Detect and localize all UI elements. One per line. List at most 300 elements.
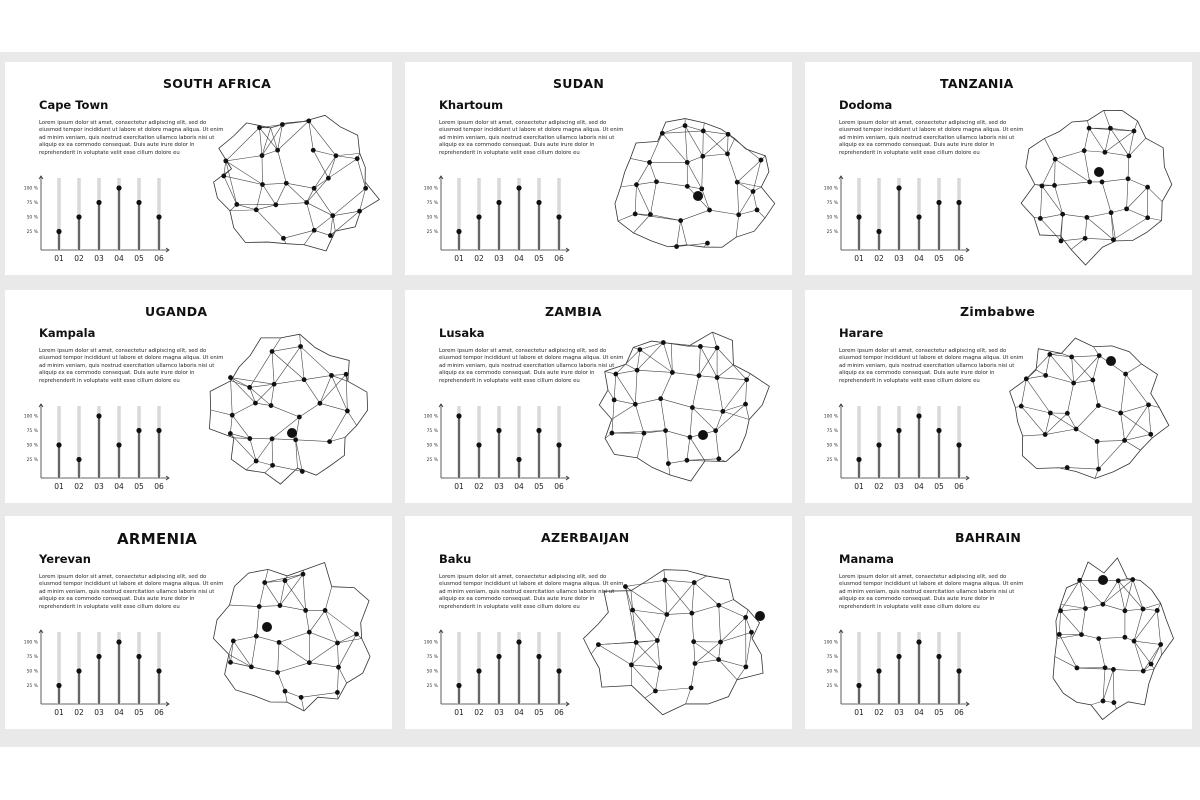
map-node (1095, 439, 1100, 444)
map-node (716, 603, 721, 608)
map-node (1123, 372, 1128, 377)
map-node (297, 415, 302, 420)
map-node (610, 431, 615, 436)
map-node (1112, 700, 1117, 705)
map-node (275, 148, 280, 153)
bar-marker (536, 654, 541, 659)
map-node (307, 630, 312, 635)
mesh-edges (211, 334, 357, 473)
map-node (1071, 381, 1076, 386)
map-node (334, 153, 339, 158)
country-outline (599, 332, 769, 481)
mesh-edges (605, 332, 751, 475)
map-node (230, 413, 235, 418)
capital-city: Lusaka (439, 326, 485, 340)
y-tick-label: 50 % (26, 215, 38, 221)
body-text: Lorem ipsum dolor sit amet, consectetur adipiscing elit, sed do eiusmod tempor incididunt ut labore et dolore magna aliqua. Ut enim ad minim veniam, quis nostrud exercitation ullamco laboris nisi ut aliquip ex ea commodo consequat. Duis aute irure dolor in reprehenderit in voluptate velit esse cillum dolore eu (39, 120, 224, 156)
map-node (1148, 432, 1153, 437)
map-node (284, 181, 289, 186)
map-node (725, 151, 730, 156)
map-node (278, 603, 283, 608)
map-node (335, 690, 340, 695)
map-node (1084, 215, 1089, 220)
bar-marker (96, 200, 101, 205)
x-tick-label: 03 (94, 482, 104, 491)
map-node (700, 154, 705, 159)
y-tick-label: 50 % (426, 215, 438, 221)
bar-marker (116, 442, 121, 447)
map-node (231, 638, 236, 643)
map-node (323, 608, 328, 613)
bar-chart (821, 624, 981, 724)
map-node (613, 372, 618, 377)
map-node (1090, 378, 1095, 383)
map-node (300, 469, 305, 474)
x-tick-label: 05 (934, 708, 944, 717)
map-node (1096, 467, 1101, 472)
bar-marker (956, 668, 961, 673)
x-tick-label: 03 (894, 254, 904, 263)
map-node (647, 160, 652, 165)
map-node (1100, 602, 1105, 607)
bar-chart (421, 398, 581, 498)
map-node (735, 180, 740, 185)
map-node (683, 123, 688, 128)
x-tick-label: 02 (74, 708, 84, 717)
capital-marker (1106, 356, 1116, 366)
map-node (363, 186, 368, 191)
map-node (355, 156, 360, 161)
map-node (1097, 353, 1102, 358)
map-node (254, 207, 259, 212)
map-node (298, 344, 303, 349)
map-node (736, 212, 741, 217)
y-tick-label: 100 % (823, 414, 838, 420)
x-tick-label: 02 (874, 708, 884, 717)
x-tick-label: 05 (534, 254, 544, 263)
y-tick-label: 100 % (23, 640, 38, 646)
x-tick-label: 01 (54, 708, 64, 717)
country-title: ARMENIA (117, 530, 198, 548)
y-tick-label: 75 % (426, 429, 438, 434)
map-node (345, 409, 350, 414)
map-node (692, 580, 697, 585)
map-node (1141, 669, 1146, 674)
bar-marker (936, 200, 941, 205)
map-node (630, 608, 635, 613)
x-tick-label: 01 (454, 254, 464, 263)
map-node (755, 208, 760, 213)
map-node (685, 184, 690, 189)
slide-9 (805, 516, 1192, 729)
map-node (354, 632, 359, 637)
y-tick-label: 25 % (826, 230, 838, 235)
y-tick-label: 75 % (426, 201, 438, 206)
x-tick-label: 04 (114, 254, 124, 263)
map-node (664, 612, 669, 617)
slide-7 (5, 516, 392, 729)
bar-marker (496, 654, 501, 659)
x-tick-label: 05 (134, 254, 144, 263)
capital-city: Cape Town (39, 98, 109, 112)
capital-marker (1094, 167, 1104, 177)
bar-marker (516, 185, 521, 190)
bar-chart (21, 398, 181, 498)
map-node (1087, 180, 1092, 185)
bar-marker (936, 428, 941, 433)
country-map (200, 102, 390, 262)
y-tick-label: 100 % (423, 640, 438, 646)
country-map (200, 325, 380, 495)
bar-marker (156, 668, 161, 673)
map-node (1145, 185, 1150, 190)
bar-marker (536, 200, 541, 205)
bar-marker (856, 683, 861, 688)
bar-marker (456, 229, 461, 234)
capital-marker (693, 191, 703, 201)
map-node (1019, 404, 1024, 409)
bar-marker (136, 654, 141, 659)
map-node (690, 405, 695, 410)
x-tick-label: 03 (94, 708, 104, 717)
y-tick-label: 100 % (423, 414, 438, 420)
x-tick-label: 04 (514, 254, 524, 263)
map-node (749, 630, 754, 635)
bar-marker (476, 442, 481, 447)
bar-marker (856, 457, 861, 462)
map-node (1079, 632, 1084, 637)
slide-4 (5, 290, 392, 503)
bar-chart (421, 624, 581, 724)
bar-marker (876, 668, 881, 673)
map-node (743, 615, 748, 620)
map-node (270, 463, 275, 468)
map-node (270, 436, 275, 441)
bar-marker (76, 457, 81, 462)
map-node (228, 375, 233, 380)
map-node (726, 132, 731, 137)
country-outline (1053, 558, 1173, 720)
map-node (743, 664, 748, 669)
map-node (707, 208, 712, 213)
bar-marker (56, 442, 61, 447)
map-node (678, 218, 683, 223)
map-node (623, 584, 628, 589)
map-node (691, 639, 696, 644)
map-node (670, 370, 675, 375)
slide-grid (0, 52, 1200, 747)
map-node (1087, 126, 1092, 131)
map-node (1141, 607, 1146, 612)
map-node (1103, 665, 1108, 670)
capital-city: Yerevan (39, 552, 91, 566)
map-node (743, 402, 748, 407)
slide-6 (805, 290, 1192, 503)
map-node (1103, 150, 1108, 155)
country-title: ZAMBIA (545, 304, 602, 319)
bar-marker (476, 214, 481, 219)
mesh-edges (1015, 347, 1159, 479)
country-map (990, 325, 1180, 490)
map-node (663, 428, 668, 433)
x-tick-label: 02 (474, 482, 484, 491)
map-node (335, 641, 340, 646)
map-node (634, 640, 639, 645)
map-node (713, 428, 718, 433)
x-tick-label: 04 (914, 482, 924, 491)
map-node (751, 189, 756, 194)
y-tick-label: 100 % (423, 186, 438, 192)
slide-2 (405, 62, 792, 275)
x-tick-label: 02 (74, 482, 84, 491)
y-tick-label: 50 % (826, 215, 838, 221)
x-tick-label: 06 (154, 482, 164, 491)
map-node (1118, 411, 1123, 416)
map-node (1047, 352, 1052, 357)
map-node (306, 119, 311, 124)
bar-marker (916, 214, 921, 219)
x-tick-label: 02 (474, 708, 484, 717)
map-node (629, 662, 634, 667)
bar-marker (96, 654, 101, 659)
y-tick-label: 25 % (26, 230, 38, 235)
map-node (1108, 126, 1113, 131)
bar-marker (536, 428, 541, 433)
country-outline (214, 115, 380, 251)
country-map (205, 551, 385, 726)
bar-chart (421, 170, 581, 270)
y-tick-label: 100 % (23, 414, 38, 420)
map-node (759, 158, 764, 163)
map-node (303, 608, 308, 613)
map-node (223, 159, 228, 164)
x-tick-label: 01 (454, 708, 464, 717)
x-tick-label: 03 (494, 708, 504, 717)
bar-marker (556, 214, 561, 219)
x-tick-label: 01 (54, 254, 64, 263)
capital-city: Khartoum (439, 98, 504, 112)
map-node (655, 638, 660, 643)
map-node (275, 670, 280, 675)
country-title: Zimbabwe (960, 304, 1036, 319)
bar-marker (76, 668, 81, 673)
bar-chart (21, 170, 181, 270)
bar-marker (936, 654, 941, 659)
map-node (1096, 636, 1101, 641)
capital-city: Harare (839, 326, 884, 340)
map-node (1069, 355, 1074, 360)
map-node (634, 182, 639, 187)
map-node (329, 373, 334, 378)
mesh-edges (1034, 110, 1162, 249)
bar-marker (916, 639, 921, 644)
country-title: TANZANIA (940, 76, 1014, 91)
map-node (1065, 411, 1070, 416)
country-title: BAHRAIN (955, 530, 1022, 545)
x-tick-label: 04 (114, 708, 124, 717)
country-outline (615, 119, 775, 248)
map-node (228, 660, 233, 665)
map-node (247, 385, 252, 390)
map-node (653, 689, 658, 694)
y-tick-label: 75 % (826, 429, 838, 434)
map-node (1040, 184, 1045, 189)
map-node (697, 373, 702, 378)
map-node (253, 401, 258, 406)
map-node (633, 402, 638, 407)
map-node (328, 233, 333, 238)
country-map (565, 556, 785, 721)
bar-marker (556, 442, 561, 447)
map-node (1024, 376, 1029, 381)
map-node (344, 372, 349, 377)
mesh-edges (618, 119, 765, 248)
bar-marker (456, 413, 461, 418)
y-tick-label: 25 % (426, 458, 438, 463)
map-node (642, 431, 647, 436)
map-node (666, 461, 671, 466)
map-node (633, 212, 638, 217)
bar-marker (476, 668, 481, 673)
bar-marker (156, 214, 161, 219)
country-title: UGANDA (145, 304, 208, 319)
x-tick-label: 05 (134, 482, 144, 491)
map-node (663, 578, 668, 583)
capital-marker (755, 611, 765, 621)
map-node (281, 236, 286, 241)
map-node (698, 344, 703, 349)
map-node (1075, 666, 1080, 671)
bar-marker (896, 654, 901, 659)
map-node (293, 437, 298, 442)
map-node (1083, 236, 1088, 241)
country-outline (584, 570, 764, 715)
map-node (701, 129, 706, 134)
map-node (272, 382, 277, 387)
map-node (612, 398, 617, 403)
map-node (301, 572, 306, 577)
map-node (1111, 237, 1116, 242)
capital-marker (262, 622, 272, 632)
slide-8 (405, 516, 792, 729)
bar-marker (896, 185, 901, 190)
y-tick-label: 100 % (823, 186, 838, 192)
map-node (221, 174, 226, 179)
map-node (744, 377, 749, 382)
x-tick-label: 04 (514, 708, 524, 717)
map-node (654, 179, 659, 184)
y-tick-label: 25 % (26, 684, 38, 689)
map-node (249, 665, 254, 670)
map-node (715, 345, 720, 350)
x-tick-label: 03 (494, 482, 504, 491)
slide-3 (805, 62, 1192, 275)
map-node (357, 209, 362, 214)
body-text: Lorem ipsum dolor sit amet, consectetur adipiscing elit, sed do eiusmod tempor incididunt ut labore et dolore magna aliqua. Ut enim ad minim veniam, quis nostrud exercitation ullamco laboris nisi ut aliquip ex ea commodo consequat. Duis aute irure dolor in reprehenderit in voluptate velit esse cillum dolore eu (439, 348, 624, 384)
body-text: Lorem ipsum dolor sit amet, consectetur adipiscing elit, sed do eiusmod tempor incididunt ut labore et dolore magna aliqua. Ut enim ad minim veniam, quis nostrud exercitation ullamco laboris nisi ut aliquip ex ea commodo consequat. Duis aute irure dolor in reprehenderit in voluptate velit esse cillum dolore eu (439, 574, 624, 610)
map-node (1043, 432, 1048, 437)
map-node (1060, 212, 1065, 217)
map-node (715, 375, 720, 380)
y-tick-label: 100 % (23, 186, 38, 192)
map-node (1127, 154, 1132, 159)
map-node (657, 665, 662, 670)
bar-marker (456, 683, 461, 688)
x-tick-label: 05 (934, 254, 944, 263)
map-node (312, 186, 317, 191)
map-node (1048, 411, 1053, 416)
x-tick-label: 06 (954, 254, 964, 263)
body-text: Lorem ipsum dolor sit amet, consectetur adipiscing elit, sed do eiusmod tempor incididunt ut labore et dolore magna aliqua. Ut enim ad minim veniam, quis nostrud exercitation ullamco laboris nisi ut aliquip ex ea commodo consequat. Duis aute irure dolor in reprehenderit in voluptate velit esse cillum dolore eu (839, 120, 1024, 156)
y-tick-label: 25 % (426, 684, 438, 689)
x-tick-label: 03 (894, 482, 904, 491)
x-tick-label: 02 (474, 254, 484, 263)
x-tick-label: 06 (154, 708, 164, 717)
map-node (1132, 129, 1137, 134)
map-node (247, 436, 252, 441)
map-node (327, 439, 332, 444)
map-node (304, 200, 309, 205)
map-node (1100, 180, 1105, 185)
map-node (257, 604, 262, 609)
x-tick-label: 01 (854, 254, 864, 263)
map-node (254, 634, 259, 639)
map-node (693, 661, 698, 666)
bar-marker (856, 214, 861, 219)
bar-marker (876, 442, 881, 447)
bar-marker (116, 185, 121, 190)
map-node (280, 122, 285, 127)
y-tick-label: 75 % (426, 655, 438, 660)
body-text: Lorem ipsum dolor sit amet, consectetur adipiscing elit, sed do eiusmod tempor incididunt ut labore et dolore magna aliqua. Ut enim ad minim veniam, quis nostrud exercitation ullamco laboris nisi ut aliquip ex ea commodo consequat. Duis aute irure dolor in reprehenderit in voluptate velit esse cillum dolore eu (39, 574, 224, 610)
map-node (689, 685, 694, 690)
y-tick-label: 50 % (26, 443, 38, 449)
map-node (262, 580, 267, 585)
map-node (1123, 608, 1128, 613)
y-tick-label: 75 % (26, 201, 38, 206)
x-tick-label: 06 (954, 708, 964, 717)
capital-marker (1098, 575, 1108, 585)
y-tick-label: 25 % (826, 458, 838, 463)
x-tick-label: 05 (534, 708, 544, 717)
capital-city: Baku (439, 552, 472, 566)
x-tick-label: 02 (74, 254, 84, 263)
bar-marker (136, 200, 141, 205)
x-tick-label: 01 (454, 482, 464, 491)
map-node (658, 396, 663, 401)
capital-marker (287, 428, 297, 438)
country-map (1040, 546, 1180, 729)
x-tick-label: 04 (514, 482, 524, 491)
y-tick-label: 50 % (426, 669, 438, 675)
body-text: Lorem ipsum dolor sit amet, consectetur adipiscing elit, sed do eiusmod tempor incididunt ut labore et dolore magna aliqua. Ut enim ad minim veniam, quis nostrud exercitation ullamco laboris nisi ut aliquip ex ea commodo consequat. Duis aute irure dolor in reprehenderit in voluptate velit esse cillum dolore eu (839, 574, 1024, 610)
map-node (270, 349, 275, 354)
body-text: Lorem ipsum dolor sit amet, consectetur adipiscing elit, sed do eiusmod tempor incididunt ut labore et dolore magna aliqua. Ut enim ad minim veniam, quis nostrud exercitation ullamco laboris nisi ut aliquip ex ea commodo consequat. Duis aute irure dolor in reprehenderit in voluptate velit esse cillum dolore eu (839, 348, 1024, 384)
x-tick-label: 04 (914, 254, 924, 263)
country-map (600, 107, 790, 267)
x-tick-label: 03 (894, 708, 904, 717)
map-node (1122, 438, 1127, 443)
y-tick-label: 100 % (823, 640, 838, 646)
x-tick-label: 04 (914, 708, 924, 717)
map-node (1082, 148, 1087, 153)
y-tick-label: 75 % (826, 655, 838, 660)
map-node (318, 401, 323, 406)
map-node (1043, 373, 1048, 378)
map-node (277, 640, 282, 645)
map-node (705, 241, 710, 246)
map-node (1109, 210, 1114, 215)
